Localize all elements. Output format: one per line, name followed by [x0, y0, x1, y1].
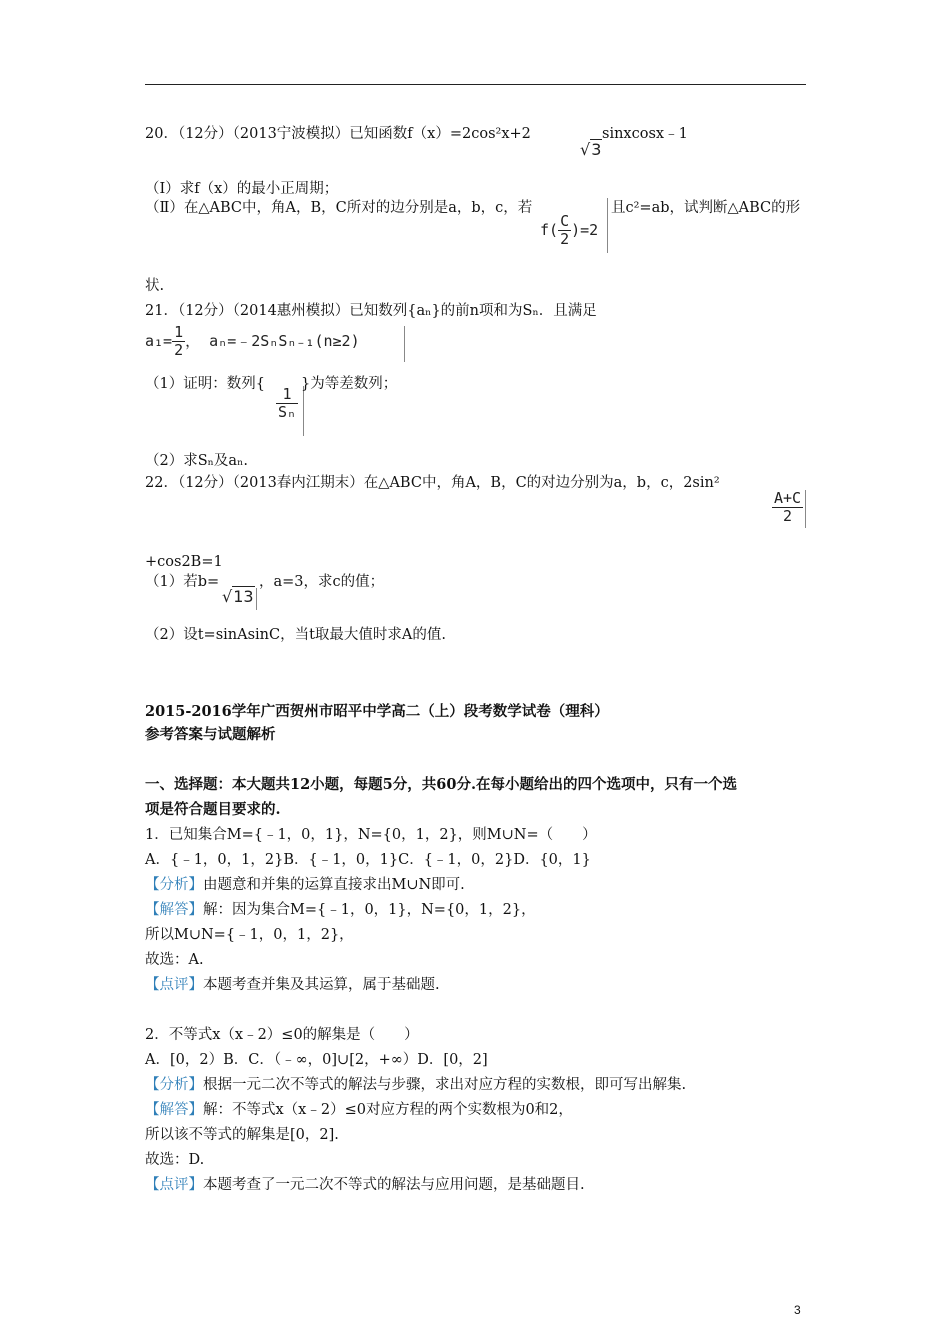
q22-fraction-border — [805, 490, 806, 528]
comment-tag: 【点评】 — [145, 977, 203, 993]
a1-solution: 【解答】解：因为集合M={﹣1，0，1}，N={0，1，2}， — [145, 902, 536, 918]
q21-formula-image: a₁= $\frac{1}{2}$ ， aₙ=﹣2SₙSₙ₋₁(n≥2) — [145, 323, 360, 359]
q22-line1: 22．（12分）（2013春内江期末）在△ABC中，角A，B，C的对边分别为a，b，c，2sin² — [145, 475, 720, 491]
q22-part1-tail: ，a=3，求c的值； — [259, 574, 385, 590]
q21-part1: （1）证明：数列{ — [145, 376, 265, 392]
a1-comment: 【点评】本题考查并集及其运算，属于基础题. — [145, 977, 440, 993]
q20-part2: （Ⅱ）在△ABC中，角A，B，C所对的边分别是a，b，c，若 — [145, 200, 533, 216]
q20-sqrt-formula: √3 — [580, 140, 602, 159]
q22-part1: （1）若b= — [145, 574, 220, 590]
q21-line1: 21．（12分）（2014惠州模拟）已知数列{aₙ}的前n项和为Sₙ．且满足 — [145, 303, 597, 319]
q22-sqrt-formula: √13 — [222, 587, 254, 606]
a2-options: A．[0，2）B．C．（﹣∞，0]∪[2，+∞）D．[0，2] — [145, 1052, 488, 1068]
q20-part1: （Ⅰ）求f（x）的最小正周期； — [145, 181, 339, 197]
analysis-tag: 【分析】 — [145, 1077, 203, 1093]
a1-solution-line2: 所以M∪N={﹣1，0，1，2}， — [145, 927, 354, 943]
a2-comment: 【点评】本题考查了一元二次不等式的解法与应用问题，是基础题目. — [145, 1177, 585, 1193]
a2-choice: 故选：D. — [145, 1152, 205, 1168]
q21-part2: （2）求Sₙ及aₙ. — [145, 453, 248, 469]
comment-tag: 【点评】 — [145, 1177, 203, 1193]
a2-question: 2．不等式x（x﹣2）≤0的解集是（ ） — [145, 1027, 419, 1043]
section-heading-line2: 项是符合题目要求的. — [145, 801, 281, 818]
solution-tag: 【解答】 — [145, 902, 203, 918]
solution-tag: 【解答】 — [145, 1102, 203, 1118]
q22-line2: +cos2B=1 — [145, 554, 223, 570]
a1-options: A．{﹣1，0，1，2}B．{﹣1，0，1}C．{﹣1，0，2}D．{0，1} — [145, 852, 591, 868]
a2-solution-line2: 所以该不等式的解集是[0，2]. — [145, 1127, 339, 1143]
a1-analysis: 【分析】由题意和并集的运算直接求出M∪N即可. — [145, 877, 465, 893]
q21-part1-tail: }为等差数列； — [301, 376, 398, 392]
q22-fraction-image: $\frac{A+C}{2}$ — [774, 489, 802, 525]
answers-subtitle: 参考答案与试题解析 — [145, 726, 276, 743]
a1-choice: 故选：A. — [145, 952, 204, 968]
q21-formula-border — [404, 326, 405, 362]
a2-analysis: 【分析】根据一元二次不等式的解法与步骤，求出对应方程的实数根，即可写出解集. — [145, 1077, 687, 1093]
q20-line1-tail: sinxcosx﹣1 — [602, 126, 688, 142]
analysis-tag: 【分析】 — [145, 877, 203, 893]
q21-fraction-image: $\frac{1}{\text{Sₙ}}$ — [278, 385, 297, 421]
a1-question: 1．已知集合M={﹣1，0，1}，N={0，1，2}，则M∪N=（ ） — [145, 827, 597, 843]
answers-title: 2015-2016学年广西贺州市昭平中学高二（上）段考数学试卷（理科） — [145, 703, 609, 720]
q22-sqrt-border — [256, 588, 257, 610]
section-heading-line1: 一、选择题：本大题共12小题，每题5分，共60分.在每小题给出的四个选项中，只有一个选 — [145, 776, 737, 793]
q22-part2: （2）设t=sinAsinC，当t取最大值时求A的值. — [145, 627, 447, 643]
a2-solution: 【解答】解：不等式x（x﹣2）≤0对应方程的两个实数根为0和2， — [145, 1102, 573, 1118]
q20-part2-end: 状. — [145, 278, 165, 294]
header-rule — [145, 84, 806, 85]
q20-line1: 20．（12分）（2013宁波模拟）已知函数f（x）=2cos²x+2 — [145, 126, 531, 142]
page-number: 3 — [794, 1303, 801, 1317]
q20-formula-border — [607, 198, 608, 253]
q20-part2-tail: 且c²=ab，试判断△ABC的形 — [611, 200, 801, 216]
q20-formula-image: f( $\frac{C}{2}$ )=2 — [540, 212, 599, 248]
